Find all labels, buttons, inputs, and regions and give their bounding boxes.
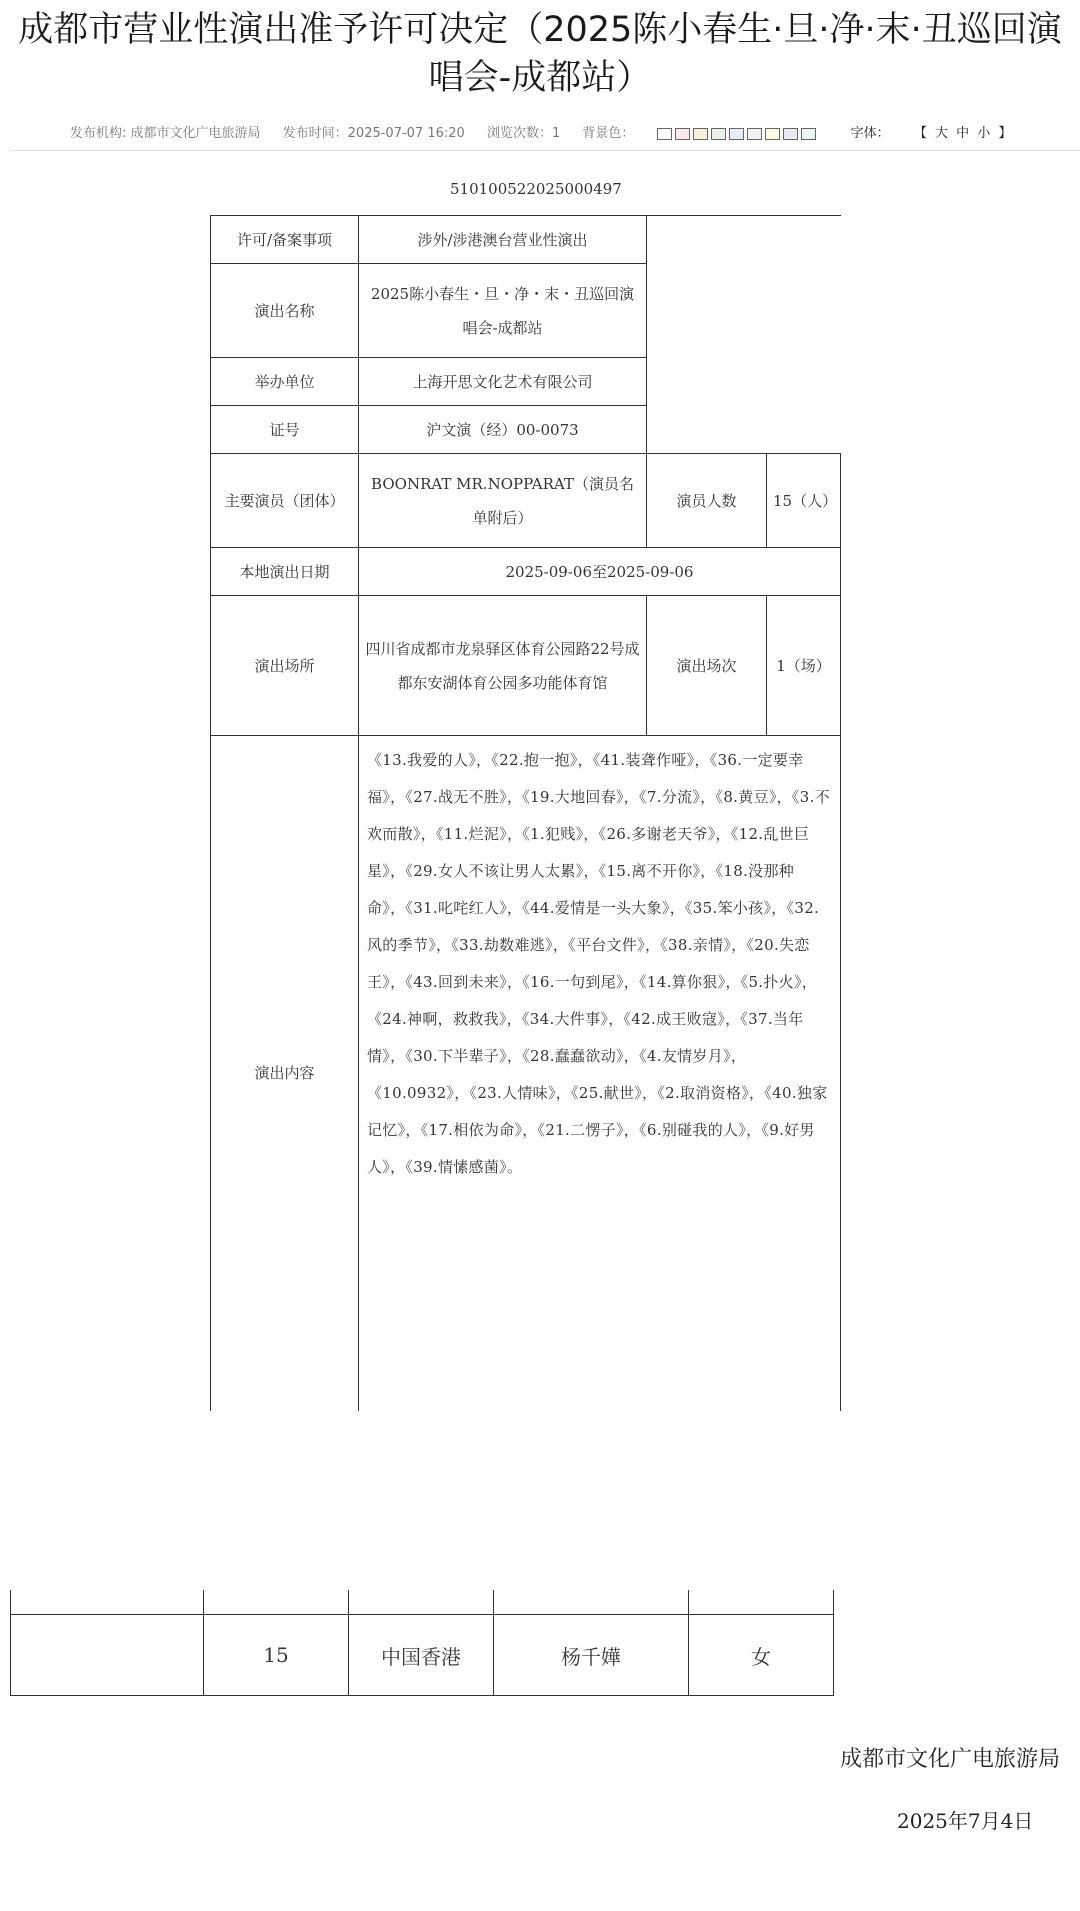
performer-roster-table xyxy=(10,1590,834,1696)
bg-color-swatch[interactable] xyxy=(801,128,816,140)
label-cell: 证号 xyxy=(211,406,359,454)
table-row xyxy=(211,454,841,548)
roster-name: 杨千嬅 xyxy=(494,1615,689,1696)
license-table xyxy=(210,215,841,1411)
bg-color-swatch[interactable] xyxy=(747,128,762,140)
value-cell: BOONRAT MR.NOPPARAT（演员名单附后） xyxy=(359,454,647,548)
font-large-link[interactable]: 大 xyxy=(934,126,948,141)
bg-color-swatch[interactable] xyxy=(783,128,798,140)
view-count-text: 浏览次数：1 xyxy=(486,126,561,141)
value-cell: 沪文演（经）00-0073 xyxy=(359,406,647,454)
label-cell: 演出场所 xyxy=(211,596,359,736)
table-row xyxy=(211,596,841,736)
table-row xyxy=(211,216,841,264)
roster-index: 15 xyxy=(204,1615,349,1696)
document-number: 510100522025000497 xyxy=(450,180,622,198)
value-cell: 2025陈小春生・旦・净・末・丑巡回演唱会-成都站 xyxy=(359,264,647,358)
issue-date: 2025年7月4日 xyxy=(897,1809,1034,1833)
page-title-line2: 唱会-成都站） xyxy=(428,58,652,98)
publish-time-text: 发布时间：2025-07-07 16:20 xyxy=(282,126,465,141)
label-cell: 演出内容 xyxy=(211,736,359,1411)
value-cell: 15（人） xyxy=(767,454,841,548)
value-cell: 四川省成都市龙泉驿区体育公园路22号成都东安湖体育公园多功能体育馆 xyxy=(359,596,647,736)
label-cell: 主要演员（团体） xyxy=(211,454,359,548)
roster-cell xyxy=(689,1590,834,1615)
roster-region: 中国香港 xyxy=(349,1615,494,1696)
bg-color-swatch[interactable] xyxy=(693,128,708,140)
bg-color-picker xyxy=(582,126,822,141)
label-cell: 许可/备案事项 xyxy=(211,216,359,264)
issuing-authority: 成都市文化广电旅游局 xyxy=(839,1747,1060,1772)
label-cell: 演出名称 xyxy=(211,264,359,358)
bg-color-swatch[interactable] xyxy=(675,128,690,140)
roster-gender: 女 xyxy=(689,1615,834,1696)
label-cell: 演员人数 xyxy=(647,454,767,548)
label-cell: 举办单位 xyxy=(211,358,359,406)
roster-cell xyxy=(349,1590,494,1615)
bg-color-swatch[interactable] xyxy=(657,128,672,140)
font-small-link[interactable]: 小 xyxy=(977,126,991,141)
value-cell: 2025-09-06至2025-09-06 xyxy=(359,548,841,596)
table-row xyxy=(11,1615,834,1696)
publisher-text: 发布机构: 成都市文化广电旅游局 xyxy=(70,126,261,141)
bg-color-swatch[interactable] xyxy=(711,128,726,140)
value-cell: 上海开思文化艺术有限公司 xyxy=(359,358,647,406)
roster-cell xyxy=(494,1590,689,1615)
roster-cell xyxy=(204,1590,349,1615)
table-row xyxy=(211,548,841,596)
page-title-line1: 成都市营业性演出准予许可决定（2025陈小春生·旦·净·末·丑巡回演 xyxy=(18,10,1062,50)
font-size-switcher xyxy=(851,126,1014,141)
label-cell: 演出场次 xyxy=(647,596,767,736)
page-title xyxy=(0,6,1080,102)
header-divider xyxy=(10,150,1080,151)
font-bracket-open: 【 xyxy=(913,126,927,141)
font-size-label: 字体： xyxy=(850,126,890,141)
content-cell: 《13.我爱的人》，《22.抱一抱》，《41.装聋作哑》，《36.一定要幸福》，《27.战无不胜》，《19.大地回春》，《7.分流》，《8.黄豆》，《3.不欢而散》，《11.烂泥》，《1.犯贱》，《26.多谢老天爷》，《12.乱世巨星》，《29.女人不该让男人太累》，《15.离不开你》，《18.没那种命》，《31.叱咤红人》，《44.爱情是一头大象》，《35.笨小孩》，《32.风的季节》，《33.劫数难逃》，《平台文件》，《38.亲情》，《20.失恋王》，《43.回到未来》，《16.一句到尾》，《14.算你狠》，《5.扑火》，《24.神啊，救救我》，《34.大件事》，《42.成王败寇》，《37.当年情》，《30.下半辈子》，《28.蠢蠢欲动》，《4.友情岁月》，《10.0932》，《23.人情味》，《25.献世》，《2.取消资格》，《40.独家记忆》，《17.相依为命》，《21.二愣子》，《6.别碰我的人》，《9.好男人》，《39.情愫感菌》。 xyxy=(359,736,841,1411)
bg-color-label: 背景色： xyxy=(582,126,635,141)
meta-bar xyxy=(70,122,1031,141)
roster-cell xyxy=(11,1590,204,1615)
value-cell: 1（场） xyxy=(767,596,841,736)
value-cell: 涉外/涉港澳台营业性演出 xyxy=(359,216,647,264)
font-bracket-close: 】 xyxy=(998,126,1012,141)
bg-color-swatch[interactable] xyxy=(729,128,744,140)
empty-cell xyxy=(647,216,841,454)
font-medium-link[interactable]: 中 xyxy=(956,126,970,141)
bg-color-swatch[interactable] xyxy=(765,128,780,140)
table-row xyxy=(211,736,841,1411)
label-cell: 本地演出日期 xyxy=(211,548,359,596)
roster-cell xyxy=(11,1615,204,1696)
table-row xyxy=(11,1590,834,1615)
